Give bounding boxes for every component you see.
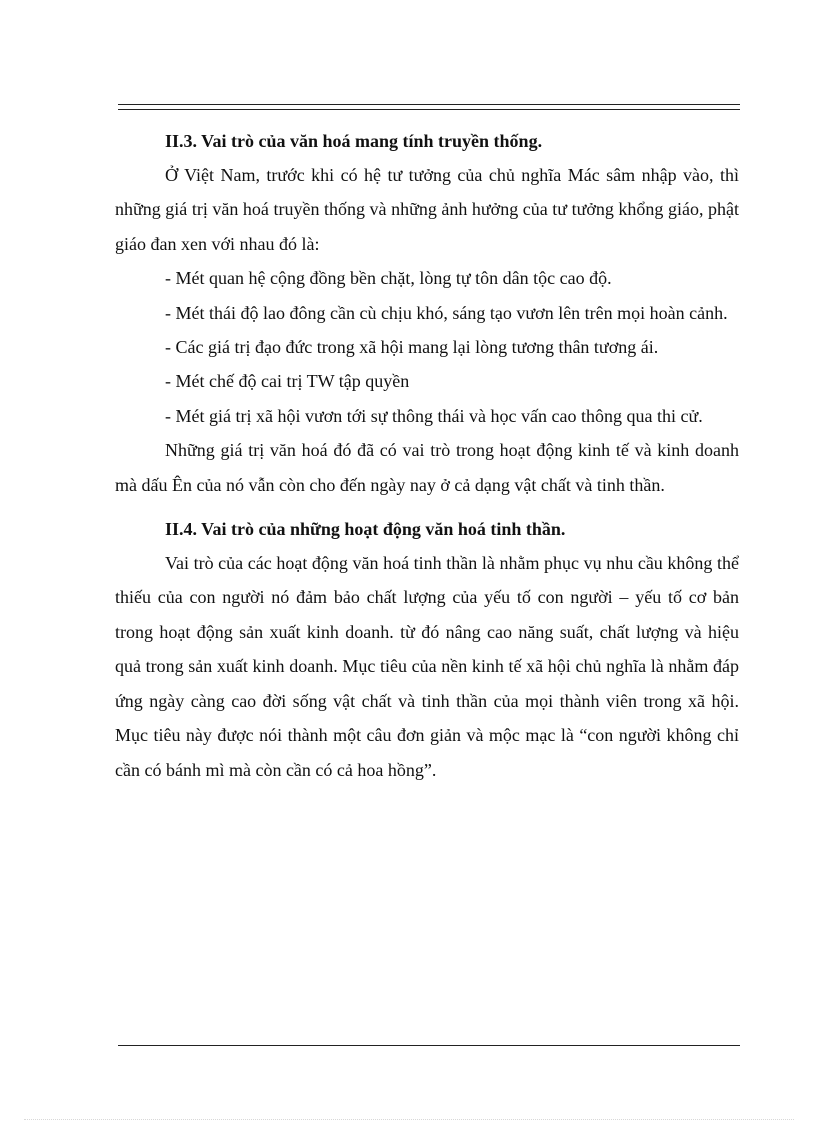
paragraph-cultural-role: Những giá trị văn hoá đó đã có vai trò trong hoạt động kinh tế và kinh doanh mà dấu Ên của nó vẫn còn cho đến ngày nay ở cả dạng vật chất và tinh thần. [115,440,739,495]
footer-rule [118,1045,740,1046]
paragraph-spiritual-role: Vai trò của các hoạt động văn hoá tinh thần là nhằm phục vụ nhu cầu không thể thiếu của con người nó đảm bảo chất lượng của yếu tố con người – yếu tố cơ bản trong hoạt động sản xuất kinh doanh. từ đó nâng cao năng suất, chất lượng và hiệu quả trong sản xuất kinh doanh. Mục tiêu của nền kinh tế xã hội chủ nghĩa là nhằm đáp ứng ngày càng cao đời sống vật chất và tinh thần của mọi thành viên trong xã hội. Mục tiêu này được nói thành một câu đơn giản và mộc mạc là “con người không chỉ cần có bánh mì mà còn cần có cả hoa hồng”. [115,553,739,780]
bullet-labor-attitude: - Mét thái độ lao đông cần cù chịu khó, sáng tạo vươn lên trên mọi hoàn cảnh. [165,302,728,323]
bullet-community: - Mét quan hệ cộng đồng bền chặt, lòng tự tôn dân tộc cao độ. [165,268,612,289]
section-heading-ii3: II.3. Vai trò của văn hoá mang tính truyền thống. [165,131,543,151]
section-heading-ii4: II.4. Vai trò của những hoạt động văn hoá tinh thần. [165,519,566,540]
page-body [115,124,739,787]
bullet-central-rule: - Mét chế độ cai trị TW tập quyền [165,371,410,392]
bullet-moral-values: - Các giá trị đạo đức trong xã hội mang lại lòng tương thân tương ái. [165,337,659,358]
page-edge-dotted-line [24,1119,794,1120]
paragraph-intro: Ở Việt Nam, trước khi có hệ tư tưởng của chủ nghĩa Mác sâm nhập vào, thì những giá trị văn hoá truyền thống và những ảnh hưởng của tư tưởng khổng giáo, phật giáo đan xen với nhau đó là: [115,165,739,254]
bullet-learning-value: - Mét giá trị xã hội vươn tới sự thông thái và học vấn cao thông qua thi cử. [165,405,703,426]
header-double-rule [118,104,740,110]
